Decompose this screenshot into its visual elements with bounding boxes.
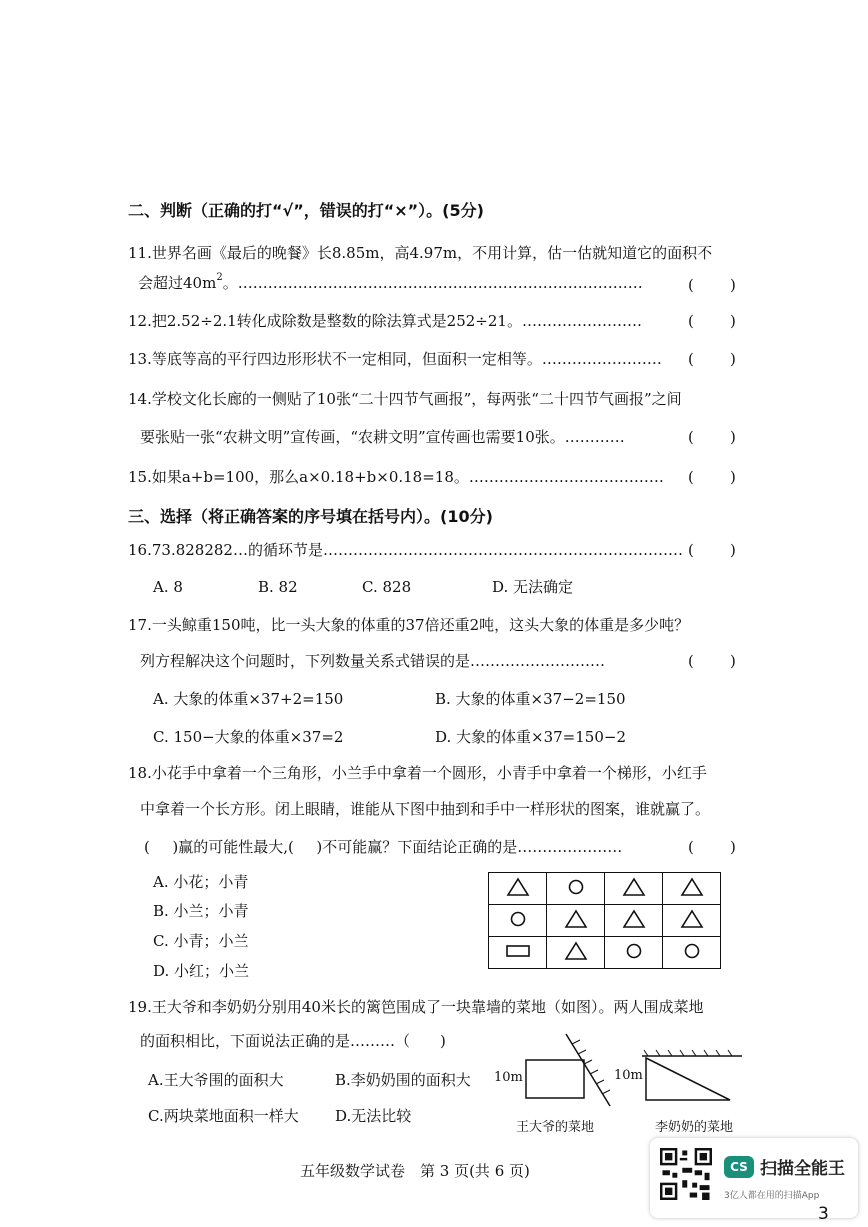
triangle-icon <box>621 909 647 929</box>
q11-line1: 11.世界名画《最后的晚餐》长8.85m，高4.97m，不用计算，估一估就知道它的面积不 <box>128 244 713 262</box>
grid-cell <box>663 937 721 969</box>
grid-cell <box>547 873 605 905</box>
q17-paren-close: ) <box>730 652 736 670</box>
q17-option-c: C. 150−大象的体重×37=2 <box>153 728 344 746</box>
q17-option-d: D. 大象的体重×37=150−2 <box>435 728 626 746</box>
q13-paren-open: ( <box>688 350 694 368</box>
triangle-icon <box>679 877 705 897</box>
circle-icon <box>621 941 647 961</box>
q16-text: 16.73.828282…的循环节是……………………………………………………………… <box>128 541 683 559</box>
li-garden-figure <box>638 1048 748 1104</box>
q19-option-c: C.两块菜地面积一样大 <box>148 1107 299 1125</box>
q18-line3: ( )赢的可能性最大,( )不可能赢？下面结论正确的是………………… <box>144 838 623 856</box>
circle-icon <box>679 941 705 961</box>
q18-option-c: C. 小青；小兰 <box>153 932 249 950</box>
q11-paren-open: ( <box>688 276 694 294</box>
grid-cell <box>605 905 663 937</box>
grid-cell <box>605 937 663 969</box>
camscanner-brand: 扫描全能王 <box>760 1159 845 1179</box>
q16-option-a: A. 8 <box>153 578 183 596</box>
q16-option-c: C. 828 <box>362 578 412 596</box>
grid-cell <box>663 905 721 937</box>
q15-paren-close: ) <box>730 468 736 486</box>
q14-line1: 14.学校文化长廊的一侧贴了10张“二十四节气画报”，每两张“二十四节气画报”之间 <box>128 390 682 408</box>
q19-option-d: D.无法比较 <box>335 1107 412 1125</box>
q18-line2: 中拿着一个长方形。闭上眼睛，谁能从下图中抽到和手中一样形状的图案，谁就赢了。 <box>140 800 711 818</box>
q18-option-a: A. 小花；小青 <box>153 873 249 891</box>
q13-text: 13.等底等高的平行四边形形状不一定相同，但面积一定相等。…………………… <box>128 350 662 368</box>
q17-option-b: B. 大象的体重×37−2=150 <box>435 690 626 708</box>
triangle-icon <box>621 877 647 897</box>
circle-icon <box>563 877 589 897</box>
q19-line2: 的面积相比，下面说法正确的是………（ ) <box>140 1032 446 1050</box>
q12-paren-close: ) <box>730 312 736 330</box>
q19-option-b: B.李奶奶围的面积大 <box>335 1071 471 1089</box>
wang-garden-label: 王大爷的菜地 <box>516 1120 595 1135</box>
q17-line1: 17.一头鲸重150吨，比一头大象的体重的37倍还重2吨，这头大象的体重是多少吨？ <box>128 616 690 634</box>
q14-line2: 要张贴一张“农耕文明”宣传画，“农耕文明”宣传画也需要10张。………… <box>140 428 625 446</box>
camscanner-logo-icon: CS <box>724 1156 754 1178</box>
q18-option-d: D. 小红；小兰 <box>153 962 250 980</box>
q17-paren-open: ( <box>688 652 694 670</box>
wang-side-label: 10m <box>494 1070 523 1085</box>
q18-option-b: B. 小兰；小青 <box>153 902 249 920</box>
q16-option-d: D. 无法确定 <box>492 578 574 596</box>
grid-cell <box>489 905 547 937</box>
q16-option-b: B. 82 <box>258 578 298 596</box>
triangle-icon <box>679 909 705 929</box>
wang-garden-figure <box>520 1030 620 1110</box>
q15-text: 15.如果a+b=100，那么a×0.18+b×0.18=18。………………………………… <box>128 468 664 486</box>
grid-cell <box>605 873 663 905</box>
section-2-title: 二、判断（正确的打“√”，错误的打“×”）。(5分) <box>128 201 484 220</box>
grid-cell <box>489 873 547 905</box>
q19-line1: 19.王大爷和李奶奶分别用40米长的篱笆围成了一块靠墙的菜地（如图）。两人围成菜地 <box>128 998 704 1016</box>
rectangle-icon <box>505 941 531 961</box>
q16-paren-open: ( <box>688 541 694 559</box>
q17-option-a: A. 大象的体重×37+2=150 <box>153 690 344 708</box>
grid-cell <box>663 873 721 905</box>
q19-option-a: A.王大爷围的面积大 <box>148 1071 284 1089</box>
q12-paren-open: ( <box>688 312 694 330</box>
q15-paren-open: ( <box>688 468 694 486</box>
camscanner-tagline: 3亿人都在用的扫描App <box>724 1191 820 1201</box>
shape-grid <box>488 872 721 969</box>
q12-text: 12.把2.52÷2.1转化成除数是整数的除法算式是252÷21。…………………… <box>128 312 642 330</box>
q18-paren-open: ( <box>688 838 694 856</box>
triangle-icon <box>563 941 589 961</box>
q16-paren-close: ) <box>730 541 736 559</box>
q17-line2: 列方程解决这个问题时，下列数量关系式错误的是……………………… <box>140 652 606 670</box>
li-garden-label: 李奶奶的菜地 <box>655 1120 734 1135</box>
q11-line2: 会超过$40m^2$。……………………………………………………………………… <box>138 272 643 292</box>
section-3-title: 三、选择（将正确答案的序号填在括号内）。(10分) <box>128 507 493 526</box>
grid-cell <box>547 937 605 969</box>
circle-icon <box>505 909 531 929</box>
grid-cell <box>547 905 605 937</box>
page-footer: 五年级数学试卷 第 3 页(共 6 页) <box>300 1162 530 1180</box>
grid-cell <box>489 937 547 969</box>
q13-paren-close: ) <box>730 350 736 368</box>
li-side-label: 10m <box>614 1068 643 1083</box>
q14-paren-close: ) <box>730 428 736 446</box>
page-number: 3 <box>818 1204 829 1224</box>
q18-line1: 18.小花手中拿着一个三角形，小兰手中拿着一个圆形，小青手中拿着一个梯形，小红手 <box>128 764 707 782</box>
q18-paren-close: ) <box>730 838 736 856</box>
q11-paren-close: ) <box>730 276 736 294</box>
q14-paren-open: ( <box>688 428 694 446</box>
qr-code-icon <box>660 1148 712 1200</box>
triangle-icon <box>563 909 589 929</box>
triangle-icon <box>505 877 531 897</box>
